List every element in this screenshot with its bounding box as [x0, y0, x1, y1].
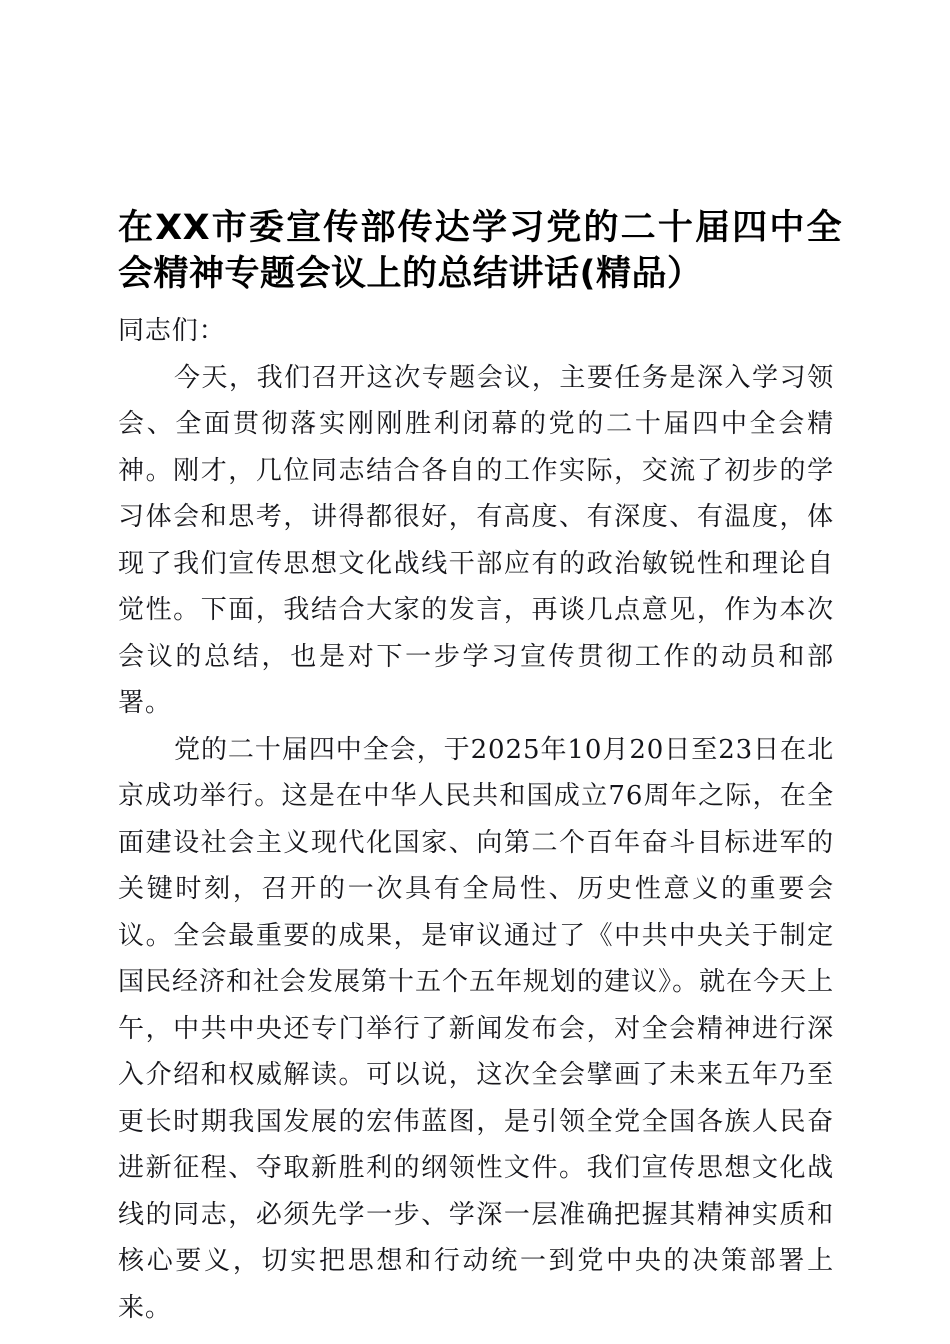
document-body — [118, 308, 834, 1331]
paragraph-opening-remarks: 今天，我们召开这次专题会议，主要任务是深入学习领会、全面贯彻落实刚刚胜利闭幕的党的二十届四中全会精神。刚才，几位同志结合各自的工作实际，交流了初步的学习体会和思考，讲得都很好，有高度、有深度、有温度，体现了我们宣传思想文化战线干部应有的政治敏锐性和理论自觉性。下面，我结合大家的发言，再谈几点意见，作为本次会议的总结，也是对下一步学习宣传贯彻工作的动员和部署。 — [118, 362, 834, 718]
paragraph-plenum-background: 党的二十届四中全会，于2025年10月20日至23日在北京成功举行。这是在中华人民共和国成立76周年之际，在全面建设社会主义现代化国家、向第二个百年奋斗目标进军的关键时刻，召开的一次具有全局性、历史性意义的重要会议。全会最重要的成果，是审议通过了《中共中央关于制定国民经济和社会发展第十五个五年规划的建议》。就在今天上午，中共中央还专门举行了新闻发布会，对全会精神进行深入介绍和权威解读。可以说，这次全会擘画了未来五年乃至更长时期我国发展的宏伟蓝图，是引领全党全国各族人民奋进新征程、夺取新胜利的纲领性文件。我们宣传思想文化战线的同志，必须先学一步、学深一层准确把握其精神实质和核心要义，切实把思想和行动统一到党中央的决策部署上来。 — [118, 734, 834, 1323]
page-title: 在XX市委宣传部传达学习党的二十届四中全会精神专题会议上的总结讲话(精品） — [118, 208, 842, 295]
paragraph-salutation: 同志们： — [118, 316, 226, 346]
